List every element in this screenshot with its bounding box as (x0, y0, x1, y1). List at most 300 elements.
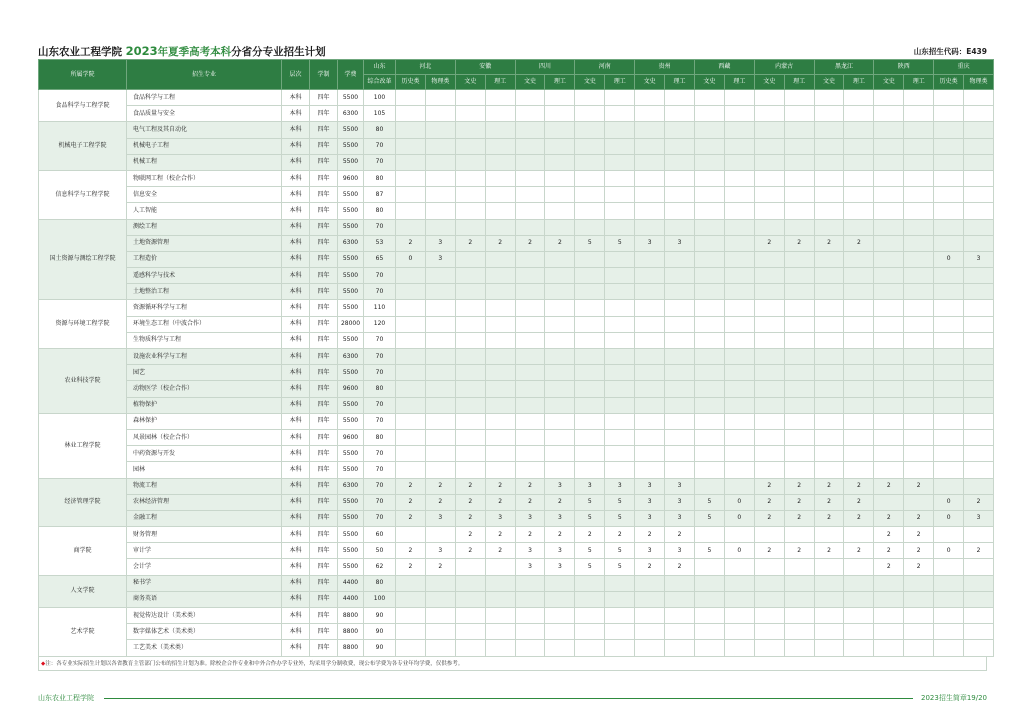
quota-cell (724, 203, 754, 219)
quota-cell (964, 316, 994, 332)
quota-cell: 5 (575, 559, 605, 575)
quota-cell (964, 397, 994, 413)
quota-cell (724, 446, 754, 462)
quota-cell (844, 316, 874, 332)
quota-cell (665, 187, 695, 203)
quota-cell (724, 300, 754, 316)
table-row (39, 90, 994, 106)
quota-cell (485, 284, 515, 300)
quota-cell (724, 559, 754, 575)
quota-cell (425, 591, 455, 607)
quota-cell: 5 (575, 235, 605, 251)
quota-cell (396, 575, 426, 591)
quota-cell (605, 138, 635, 154)
quota-cell (485, 429, 515, 445)
quota-cell (784, 349, 814, 365)
quota-cell: 2 (844, 510, 874, 526)
major-cell: 审计学 (127, 543, 282, 559)
quota-cell (724, 608, 754, 624)
quota-cell (754, 106, 784, 122)
quota-cell: 3 (545, 559, 575, 575)
quota-cell (396, 316, 426, 332)
footer-school-name: 山东农业工程学院 (38, 694, 94, 702)
quota-cell (396, 429, 426, 445)
fee-cell: 5500 (338, 251, 364, 267)
quota-cell (635, 332, 665, 348)
quota-cell (605, 446, 635, 462)
subject-header: 历史类 (934, 75, 964, 90)
fee-cell: 5500 (338, 332, 364, 348)
quota-cell (754, 316, 784, 332)
quota-cell (635, 316, 665, 332)
quota-cell (754, 462, 784, 478)
quota-cell (515, 365, 545, 381)
level-cell: 本科 (282, 349, 310, 365)
quota-cell: 70 (364, 446, 396, 462)
quota-cell (455, 187, 485, 203)
quota-cell: 3 (635, 510, 665, 526)
years-cell: 四年 (310, 219, 338, 235)
quota-cell (724, 624, 754, 640)
quota-cell: 2 (485, 478, 515, 494)
subject-header: 综合改革 (364, 75, 396, 90)
quota-cell (964, 138, 994, 154)
quota-cell: 2 (485, 527, 515, 543)
quota-cell (724, 251, 754, 267)
quota-cell (425, 462, 455, 478)
quota-cell (754, 284, 784, 300)
quota-cell (455, 284, 485, 300)
table-row (39, 429, 994, 445)
quota-cell (754, 365, 784, 381)
quota-cell (904, 591, 934, 607)
quota-cell (425, 316, 455, 332)
quota-cell: 5 (605, 543, 635, 559)
table-row (39, 446, 994, 462)
quota-cell: 80 (364, 429, 396, 445)
level-cell: 本科 (282, 203, 310, 219)
quota-cell (694, 138, 724, 154)
quota-cell (455, 268, 485, 284)
quota-cell: 87 (364, 187, 396, 203)
quota-cell (724, 332, 754, 348)
quota-cell: 5 (575, 543, 605, 559)
fee-cell: 5500 (338, 559, 364, 575)
quota-cell: 2 (904, 527, 934, 543)
quota-cell (934, 397, 964, 413)
quota-cell: 2 (814, 235, 844, 251)
quota-cell: 70 (364, 462, 396, 478)
college-cell: 农业科技学院 (39, 349, 127, 414)
quota-cell: 2 (635, 559, 665, 575)
quota-cell (515, 397, 545, 413)
fee-cell: 4400 (338, 591, 364, 607)
table-row (39, 203, 994, 219)
quota-cell: 3 (425, 235, 455, 251)
quota-cell: 2 (515, 527, 545, 543)
quota-cell: 3 (425, 251, 455, 267)
province-header: 内蒙古 (754, 60, 814, 75)
quota-cell (396, 122, 426, 138)
quota-cell (635, 397, 665, 413)
quota-cell (694, 559, 724, 575)
quota-cell (485, 170, 515, 186)
table-row (39, 608, 994, 624)
subject-header: 文史 (635, 75, 665, 90)
quota-cell (844, 527, 874, 543)
quota-cell (396, 219, 426, 235)
quota-cell (964, 170, 994, 186)
quota-cell (665, 332, 695, 348)
quota-cell (665, 591, 695, 607)
table-row (39, 284, 994, 300)
quota-cell (694, 446, 724, 462)
quota-cell (934, 154, 964, 170)
quota-cell (515, 284, 545, 300)
quota-cell (605, 122, 635, 138)
quota-cell (694, 219, 724, 235)
quota-cell (605, 608, 635, 624)
quota-cell (694, 187, 724, 203)
quota-cell (934, 608, 964, 624)
years-cell: 四年 (310, 575, 338, 591)
quota-cell: 3 (425, 543, 455, 559)
quota-cell (754, 559, 784, 575)
quota-cell (694, 300, 724, 316)
level-cell: 本科 (282, 235, 310, 251)
quota-cell (874, 608, 904, 624)
quota-cell (545, 170, 575, 186)
quota-cell: 2 (455, 478, 485, 494)
quota-cell: 3 (665, 494, 695, 510)
quota-cell (665, 365, 695, 381)
quota-cell: 3 (485, 510, 515, 526)
major-cell: 食品质量与安全 (127, 106, 282, 122)
quota-cell (844, 640, 874, 656)
quota-cell (784, 316, 814, 332)
quota-cell (874, 122, 904, 138)
years-cell: 四年 (310, 187, 338, 203)
quota-cell: 2 (754, 478, 784, 494)
college-cell: 食品科学与工程学院 (39, 90, 127, 122)
title-highlight: 年夏季高考本科 (157, 46, 232, 58)
quota-cell: 50 (364, 543, 396, 559)
quota-cell (515, 413, 545, 429)
quota-cell (545, 122, 575, 138)
quota-cell: 2 (874, 559, 904, 575)
quota-cell (934, 332, 964, 348)
quota-cell (844, 446, 874, 462)
quota-cell: 2 (455, 510, 485, 526)
quota-cell (605, 316, 635, 332)
table-row (39, 187, 994, 203)
level-cell: 本科 (282, 268, 310, 284)
level-cell: 本科 (282, 543, 310, 559)
quota-cell (724, 478, 754, 494)
quota-cell: 70 (364, 478, 396, 494)
quota-cell (425, 365, 455, 381)
quota-cell (635, 381, 665, 397)
quota-cell: 70 (364, 349, 396, 365)
quota-cell (665, 349, 695, 365)
fee-cell: 5500 (338, 397, 364, 413)
quota-cell: 2 (754, 510, 784, 526)
quota-cell (545, 268, 575, 284)
quota-cell: 3 (425, 510, 455, 526)
quota-cell (425, 381, 455, 397)
years-cell: 四年 (310, 268, 338, 284)
fee-cell: 6300 (338, 478, 364, 494)
quota-cell (635, 300, 665, 316)
quota-cell (814, 559, 844, 575)
quota-cell (964, 462, 994, 478)
quota-cell (724, 591, 754, 607)
quota-cell (425, 397, 455, 413)
quota-cell (635, 284, 665, 300)
quota-cell (396, 608, 426, 624)
quota-cell (396, 349, 426, 365)
quota-cell (724, 284, 754, 300)
quota-cell: 90 (364, 608, 396, 624)
quota-cell (904, 268, 934, 284)
quota-cell (396, 284, 426, 300)
quota-cell: 5 (694, 543, 724, 559)
years-cell: 四年 (310, 203, 338, 219)
quota-cell: 2 (665, 527, 695, 543)
quota-cell (605, 640, 635, 656)
quota-cell (814, 446, 844, 462)
quota-cell (784, 268, 814, 284)
quota-cell (575, 624, 605, 640)
quota-cell (515, 332, 545, 348)
quota-cell (545, 365, 575, 381)
major-cell: 财务管理 (127, 527, 282, 543)
quota-cell (904, 154, 934, 170)
note-marker: ◆ (41, 661, 46, 667)
quota-cell: 3 (635, 478, 665, 494)
quota-cell (964, 90, 994, 106)
quota-cell (665, 203, 695, 219)
quota-cell (964, 381, 994, 397)
quota-cell (396, 170, 426, 186)
column-header: 所属学院 (39, 60, 127, 90)
quota-cell (724, 187, 754, 203)
quota-cell (934, 235, 964, 251)
quota-cell: 3 (545, 543, 575, 559)
quota-cell (934, 187, 964, 203)
quota-cell (635, 640, 665, 656)
major-cell: 植物保护 (127, 397, 282, 413)
quota-cell (934, 284, 964, 300)
quota-cell (665, 284, 695, 300)
province-header: 四川 (515, 60, 575, 75)
table-row (39, 349, 994, 365)
quota-cell (396, 154, 426, 170)
province-header: 安徽 (455, 60, 515, 75)
quota-cell (396, 624, 426, 640)
quota-cell (874, 235, 904, 251)
quota-cell (545, 462, 575, 478)
level-cell: 本科 (282, 559, 310, 575)
quota-cell (455, 219, 485, 235)
quota-cell (814, 90, 844, 106)
quota-cell (635, 591, 665, 607)
quota-cell (724, 219, 754, 235)
quota-cell (874, 462, 904, 478)
quota-cell (724, 316, 754, 332)
quota-cell (844, 284, 874, 300)
quota-cell: 3 (545, 478, 575, 494)
quota-cell: 2 (784, 478, 814, 494)
fee-cell: 5500 (338, 446, 364, 462)
enrollment-code: 山东招生代码：E439 (913, 47, 987, 56)
quota-cell (754, 154, 784, 170)
quota-cell (694, 462, 724, 478)
quota-cell: 2 (396, 494, 426, 510)
quota-cell (784, 624, 814, 640)
years-cell: 四年 (310, 122, 338, 138)
quota-cell (545, 138, 575, 154)
quota-cell (396, 591, 426, 607)
quota-cell (784, 170, 814, 186)
quota-cell (425, 640, 455, 656)
quota-cell (844, 381, 874, 397)
quota-cell (575, 284, 605, 300)
fee-cell: 6300 (338, 235, 364, 251)
quota-cell (455, 559, 485, 575)
quota-cell (455, 138, 485, 154)
quota-cell (934, 138, 964, 154)
quota-cell (455, 608, 485, 624)
quota-cell: 3 (515, 543, 545, 559)
quota-cell (545, 300, 575, 316)
quota-cell (784, 332, 814, 348)
quota-cell (964, 365, 994, 381)
quota-cell (396, 640, 426, 656)
quota-cell (485, 413, 515, 429)
quota-cell: 2 (844, 494, 874, 510)
quota-cell (964, 608, 994, 624)
quota-cell (665, 251, 695, 267)
quota-cell (515, 640, 545, 656)
quota-cell: 3 (635, 543, 665, 559)
quota-cell: 3 (605, 478, 635, 494)
quota-cell (754, 187, 784, 203)
quota-cell: 80 (364, 203, 396, 219)
quota-cell (904, 365, 934, 381)
quota-cell: 2 (964, 543, 994, 559)
quota-cell (844, 138, 874, 154)
quota-cell: 90 (364, 624, 396, 640)
quota-cell (814, 187, 844, 203)
quota-cell (396, 446, 426, 462)
quota-cell (575, 300, 605, 316)
quota-cell: 3 (665, 510, 695, 526)
quota-cell (425, 300, 455, 316)
subject-header: 理工 (844, 75, 874, 90)
quota-cell (635, 349, 665, 365)
quota-cell (545, 591, 575, 607)
college-cell: 机械电子工程学院 (39, 122, 127, 171)
subject-header: 理工 (605, 75, 635, 90)
quota-cell: 3 (515, 559, 545, 575)
major-cell: 人工智能 (127, 203, 282, 219)
quota-cell (754, 268, 784, 284)
quota-cell (545, 413, 575, 429)
quota-cell (904, 187, 934, 203)
quota-cell (964, 640, 994, 656)
table-row (39, 413, 994, 429)
fee-cell: 5500 (338, 527, 364, 543)
fee-cell: 9600 (338, 381, 364, 397)
province-header: 河南 (575, 60, 635, 75)
quota-cell (934, 381, 964, 397)
major-cell: 农林经济管理 (127, 494, 282, 510)
quota-cell (694, 316, 724, 332)
quota-cell (635, 624, 665, 640)
quota-cell (754, 122, 784, 138)
quota-cell: 2 (814, 478, 844, 494)
quota-cell: 2 (874, 527, 904, 543)
province-header: 西藏 (694, 60, 754, 75)
level-cell: 本科 (282, 219, 310, 235)
years-cell: 四年 (310, 559, 338, 575)
quota-cell (874, 268, 904, 284)
fee-cell: 5500 (338, 300, 364, 316)
quota-cell (694, 332, 724, 348)
fee-cell: 5500 (338, 510, 364, 526)
quota-cell (515, 90, 545, 106)
college-cell: 林业工程学院 (39, 413, 127, 478)
years-cell: 四年 (310, 284, 338, 300)
quota-cell: 70 (364, 138, 396, 154)
quota-cell (665, 381, 695, 397)
college-cell: 艺术学院 (39, 608, 127, 657)
quota-cell (605, 106, 635, 122)
quota-cell (904, 640, 934, 656)
quota-cell (575, 575, 605, 591)
quota-cell: 2 (784, 235, 814, 251)
fee-cell: 9600 (338, 170, 364, 186)
quota-cell (844, 397, 874, 413)
quota-cell: 2 (396, 559, 426, 575)
quota-cell: 2 (874, 510, 904, 526)
quota-cell (575, 219, 605, 235)
quota-cell: 110 (364, 300, 396, 316)
quota-cell (455, 122, 485, 138)
province-header: 河北 (396, 60, 456, 75)
major-cell: 工艺美术（美术类） (127, 640, 282, 656)
quota-cell (545, 608, 575, 624)
fee-cell: 5500 (338, 462, 364, 478)
quota-cell: 0 (934, 251, 964, 267)
quota-cell (665, 462, 695, 478)
quota-cell (575, 268, 605, 284)
quota-cell (724, 268, 754, 284)
quota-cell (814, 170, 844, 186)
level-cell: 本科 (282, 624, 310, 640)
subject-header: 文史 (874, 75, 904, 90)
footnote (38, 657, 987, 671)
quota-cell (425, 138, 455, 154)
years-cell: 四年 (310, 397, 338, 413)
quota-cell: 2 (515, 478, 545, 494)
column-header: 招生专业 (127, 60, 282, 90)
quota-cell (635, 446, 665, 462)
quota-cell (605, 413, 635, 429)
quota-cell: 2 (904, 543, 934, 559)
years-cell: 四年 (310, 608, 338, 624)
